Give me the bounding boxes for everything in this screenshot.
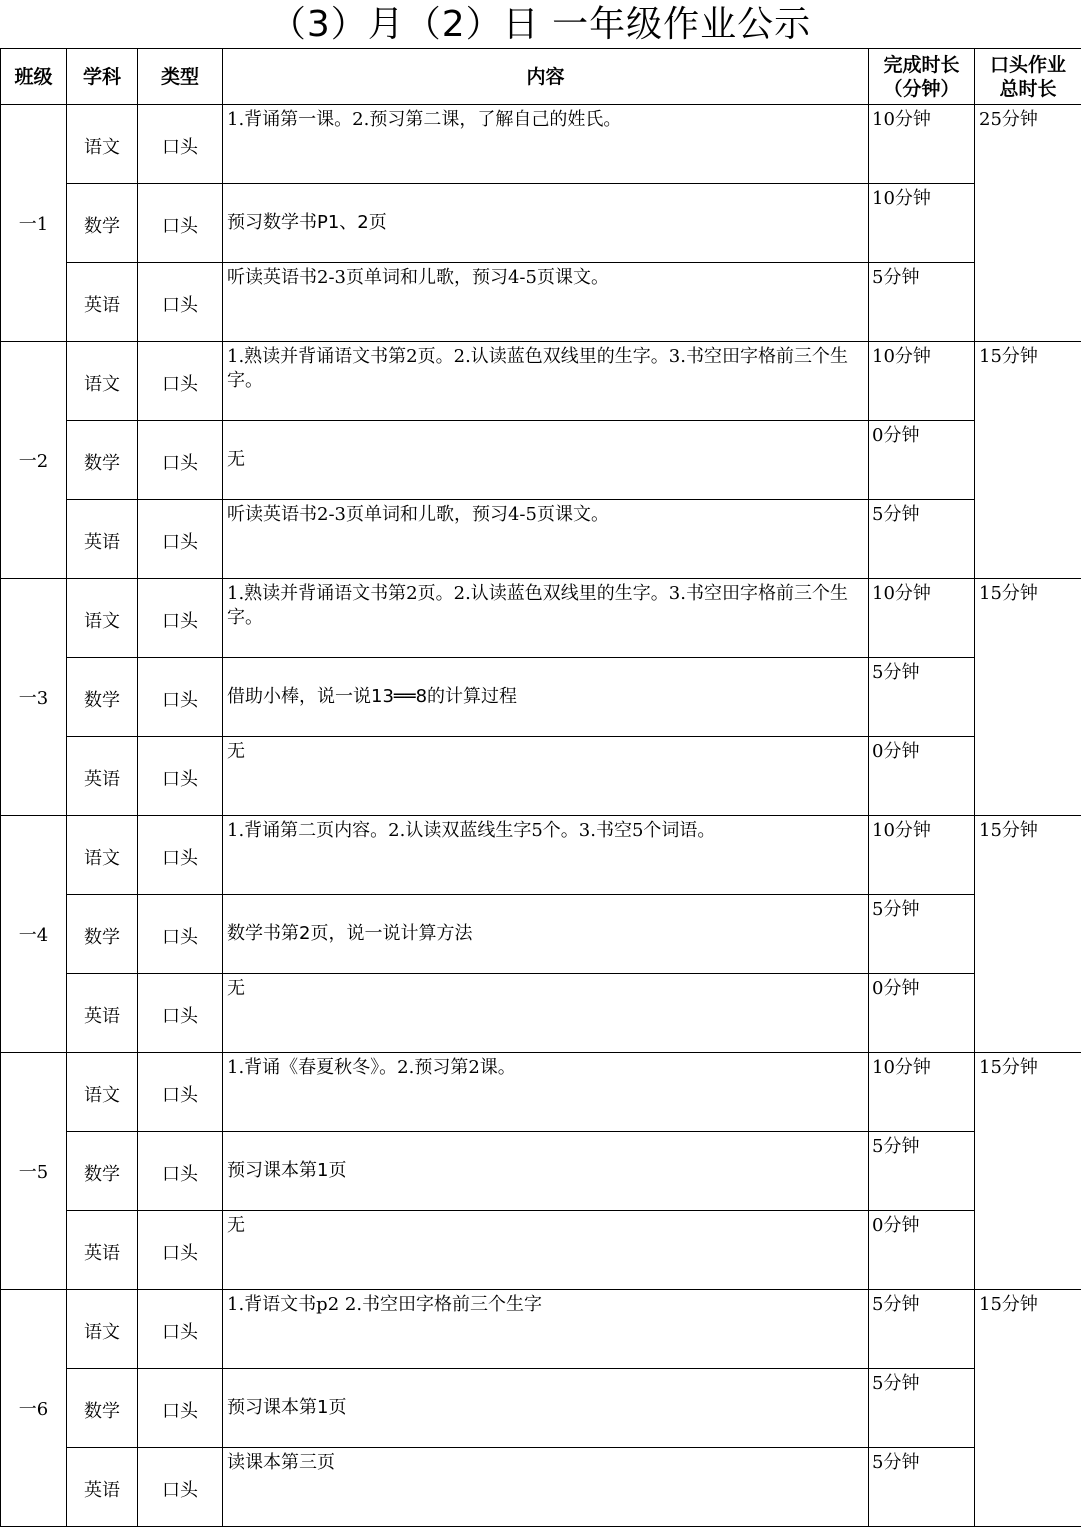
duration-cell: 5分钟 — [869, 1369, 975, 1448]
content-cell: 1.熟读并背诵语文书第2页。2.认读蓝色双线里的生字。3.书空田字格前三个生字。 — [223, 342, 869, 421]
subject-cell: 语文 — [67, 816, 138, 895]
content-cell: 1.熟读并背诵语文书第2页。2.认读蓝色双线里的生字。3.书空田字格前三个生字。 — [223, 579, 869, 658]
header-type: 类型 — [138, 49, 223, 105]
table-row — [1, 263, 1081, 342]
total-duration-cell: 15分钟 — [975, 1053, 1081, 1290]
header-duration-line2: （分钟） — [883, 78, 959, 100]
table-row — [1, 421, 1081, 500]
content-cell: 1.背诵第一课。2.预习第二课，了解自己的姓氏。 — [223, 105, 869, 184]
content-cell: 听读英语书2-3页单词和儿歌，预习4-5页课文。 — [223, 500, 869, 579]
duration-cell: 10分钟 — [869, 342, 975, 421]
duration-cell: 0分钟 — [869, 737, 975, 816]
type-cell: 口头 — [138, 1053, 223, 1132]
class-name-cell: 一4 — [1, 816, 67, 1053]
class-name-cell: 一1 — [1, 105, 67, 342]
subject-cell: 英语 — [67, 1211, 138, 1290]
page-title: （3）月（2）日 一年级作业公示 — [0, 0, 1081, 48]
subject-cell: 数学 — [67, 1369, 138, 1448]
type-cell: 口头 — [138, 184, 223, 263]
subject-cell: 英语 — [67, 737, 138, 816]
header-duration — [869, 49, 975, 105]
duration-cell: 0分钟 — [869, 974, 975, 1053]
table-row — [1, 816, 1081, 895]
type-cell: 口头 — [138, 974, 223, 1053]
duration-cell: 0分钟 — [869, 1211, 975, 1290]
homework-table — [0, 48, 1081, 1527]
content-cell: 1.背语文书p2 2.书空田字格前三个生字 — [223, 1290, 869, 1369]
content-cell: 借助小棒，说一说13══8的计算过程 — [223, 658, 869, 737]
type-cell: 口头 — [138, 1290, 223, 1369]
table-row — [1, 579, 1081, 658]
table-row — [1, 184, 1081, 263]
subject-cell: 英语 — [67, 974, 138, 1053]
type-cell: 口头 — [138, 579, 223, 658]
header-total-line2: 总时长 — [999, 78, 1056, 100]
table-row — [1, 1211, 1081, 1290]
table-row — [1, 105, 1081, 184]
type-cell: 口头 — [138, 895, 223, 974]
duration-cell: 10分钟 — [869, 816, 975, 895]
type-cell: 口头 — [138, 263, 223, 342]
duration-cell: 5分钟 — [869, 1290, 975, 1369]
content-cell: 预习数学书P1、2页 — [223, 184, 869, 263]
content-cell: 无 — [223, 974, 869, 1053]
header-class: 班级 — [1, 49, 67, 105]
type-cell: 口头 — [138, 342, 223, 421]
total-duration-cell: 15分钟 — [975, 1290, 1081, 1527]
duration-cell: 10分钟 — [869, 184, 975, 263]
duration-cell: 5分钟 — [869, 500, 975, 579]
duration-cell: 10分钟 — [869, 105, 975, 184]
content-cell: 数学书第2页，说一说计算方法 — [223, 895, 869, 974]
class-name-cell: 一5 — [1, 1053, 67, 1290]
type-cell: 口头 — [138, 105, 223, 184]
header-duration-line1: 完成时长 — [883, 54, 959, 76]
header-total — [975, 49, 1081, 105]
duration-cell: 5分钟 — [869, 895, 975, 974]
table-row — [1, 895, 1081, 974]
type-cell: 口头 — [138, 500, 223, 579]
class-name-cell: 一6 — [1, 1290, 67, 1527]
table-row — [1, 1290, 1081, 1369]
subject-cell: 数学 — [67, 658, 138, 737]
duration-cell: 5分钟 — [869, 263, 975, 342]
type-cell: 口头 — [138, 658, 223, 737]
content-cell: 1.背诵第二页内容。2.认读双蓝线生字5个。3.书空5个词语。 — [223, 816, 869, 895]
content-cell: 无 — [223, 737, 869, 816]
subject-cell: 数学 — [67, 1132, 138, 1211]
table-body — [1, 105, 1081, 1527]
type-cell: 口头 — [138, 1132, 223, 1211]
total-duration-cell: 15分钟 — [975, 579, 1081, 816]
type-cell: 口头 — [138, 737, 223, 816]
content-cell: 1.背诵《春夏秋冬》。2.预习第2课。 — [223, 1053, 869, 1132]
content-cell: 无 — [223, 1211, 869, 1290]
subject-cell: 数学 — [67, 895, 138, 974]
table-row — [1, 500, 1081, 579]
subject-cell: 数学 — [67, 421, 138, 500]
duration-cell: 5分钟 — [869, 1132, 975, 1211]
table-row — [1, 1448, 1081, 1527]
subject-cell: 语文 — [67, 579, 138, 658]
table-row — [1, 1132, 1081, 1211]
subject-cell: 数学 — [67, 184, 138, 263]
header-total-line1: 口头作业 — [990, 54, 1066, 76]
duration-cell: 10分钟 — [869, 579, 975, 658]
type-cell: 口头 — [138, 1448, 223, 1527]
type-cell: 口头 — [138, 1211, 223, 1290]
table-row — [1, 974, 1081, 1053]
content-cell: 预习课本第1页 — [223, 1369, 869, 1448]
table-row — [1, 1369, 1081, 1448]
table-row — [1, 1053, 1081, 1132]
subject-cell: 英语 — [67, 500, 138, 579]
subject-cell: 英语 — [67, 1448, 138, 1527]
duration-cell: 0分钟 — [869, 421, 975, 500]
duration-cell: 5分钟 — [869, 658, 975, 737]
content-cell: 无 — [223, 421, 869, 500]
subject-cell: 语文 — [67, 1290, 138, 1369]
type-cell: 口头 — [138, 816, 223, 895]
header-subject: 学科 — [67, 49, 138, 105]
table-row — [1, 737, 1081, 816]
subject-cell: 语文 — [67, 105, 138, 184]
total-duration-cell: 25分钟 — [975, 105, 1081, 342]
total-duration-cell: 15分钟 — [975, 816, 1081, 1053]
type-cell: 口头 — [138, 421, 223, 500]
class-name-cell: 一2 — [1, 342, 67, 579]
header-row — [1, 49, 1081, 105]
subject-cell: 语文 — [67, 1053, 138, 1132]
subject-cell: 英语 — [67, 263, 138, 342]
content-cell: 听读英语书2-3页单词和儿歌，预习4-5页课文。 — [223, 263, 869, 342]
subject-cell: 语文 — [67, 342, 138, 421]
table-row — [1, 658, 1081, 737]
duration-cell: 10分钟 — [869, 1053, 975, 1132]
content-cell: 读课本第三页 — [223, 1448, 869, 1527]
table-row — [1, 342, 1081, 421]
type-cell: 口头 — [138, 1369, 223, 1448]
total-duration-cell: 15分钟 — [975, 342, 1081, 579]
content-cell: 预习课本第1页 — [223, 1132, 869, 1211]
class-name-cell: 一3 — [1, 579, 67, 816]
duration-cell: 5分钟 — [869, 1448, 975, 1527]
header-content: 内容 — [223, 49, 869, 105]
